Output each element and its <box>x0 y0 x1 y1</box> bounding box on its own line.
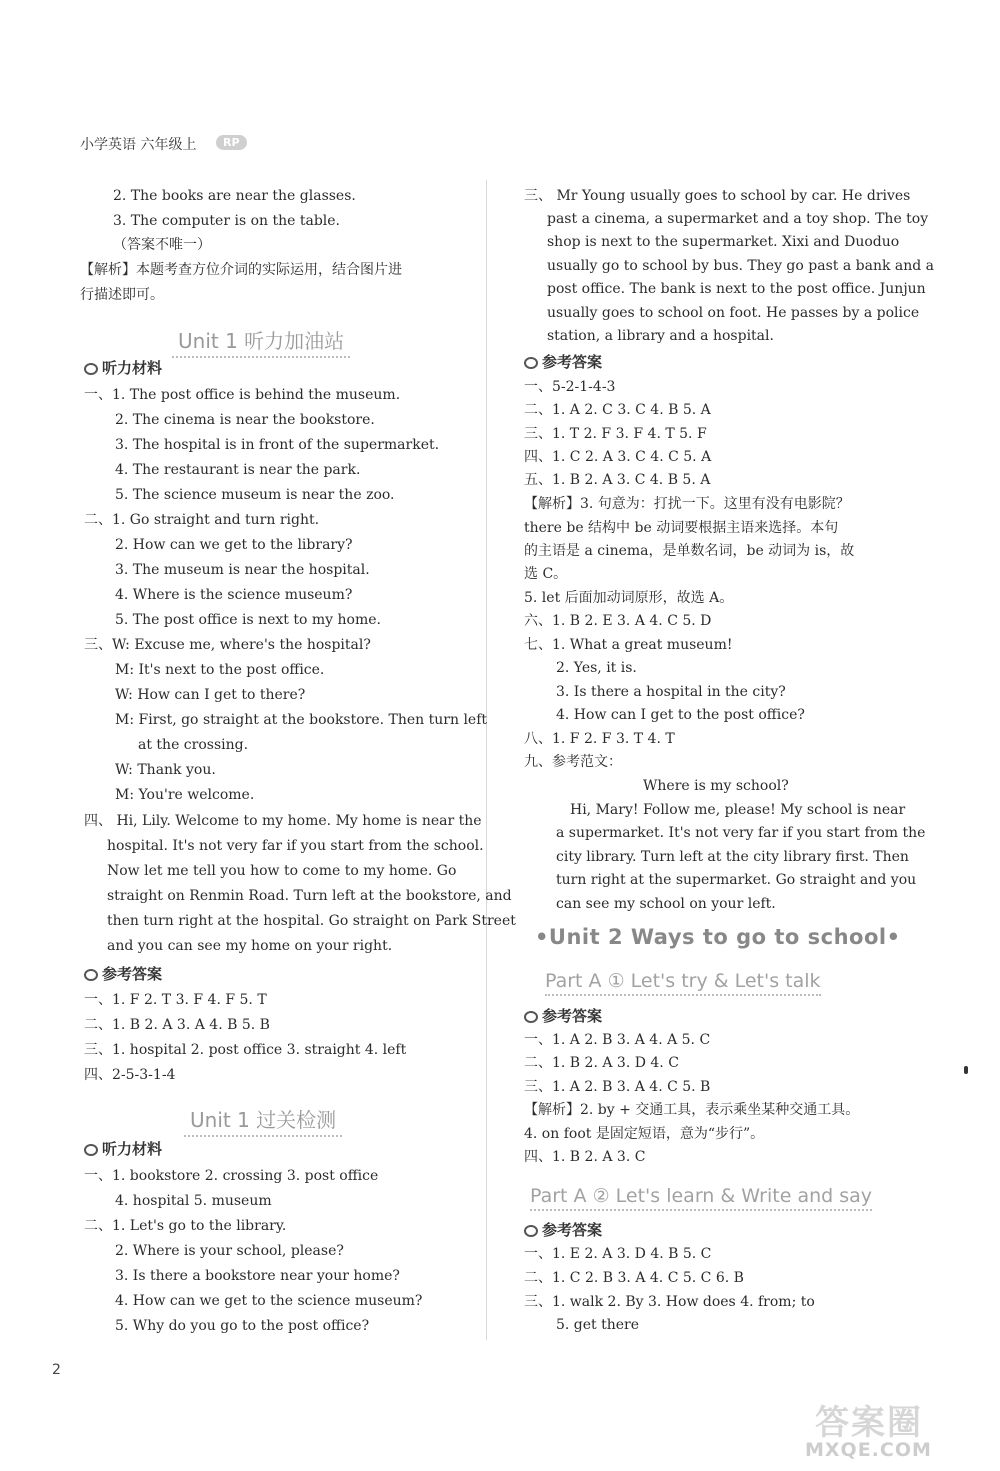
passage-line: and you can see my home on your right. <box>107 938 393 954</box>
listening-line: 4. The restaurant is near the park. <box>115 462 361 478</box>
passage-line: straight on Renmin Road. Turn left at the bookstore, and <box>107 888 512 904</box>
passage-line: shop is next to the supermarket. Xixi and Duoduo <box>547 234 900 250</box>
watermark <box>805 1395 990 1465</box>
reference-answer-heading: 参考答案 <box>524 1219 602 1240</box>
listening-line: 一、1. bookstore 2. crossing 3. post office <box>84 1168 379 1184</box>
answer-line: 一、1. F 2. T 3. F 4. F 5. T <box>84 992 267 1008</box>
passage-line: past a cinema, a supermarket and a toy shop. The toy <box>547 211 929 227</box>
essay-line: city library. Turn left at the city library first. Then <box>556 849 909 865</box>
analysis-line: 【解析】3. 句意为：打扰一下。这里有没有电影院？ <box>524 496 850 512</box>
listening-line: 一、1. The post office is behind the museum. <box>84 387 401 403</box>
dialogue-line: W: Thank you. <box>115 762 216 778</box>
listening-line: 5. The post office is next to my home. <box>115 612 381 628</box>
answer-line: 二、1. B 2. A 3. D 4. C <box>524 1055 679 1071</box>
magnifier-icon <box>84 969 98 981</box>
book-title: 小学英语 六年级上 <box>80 137 197 153</box>
analysis-line: 4. on foot 是固定短语，意为“步行”。 <box>524 1126 765 1142</box>
part-a1-banner: Part A ① Let's try & Let's talk <box>545 970 821 996</box>
magnifier-icon <box>84 363 98 375</box>
passage-line: post office. The bank is next to the post office. Junjun <box>547 281 926 297</box>
passage-line: hospital. It's not very far if you start from the school. <box>107 838 484 854</box>
dialogue-line: at the crossing. <box>138 737 249 753</box>
answer-line: 一、5-2-1-4-3 <box>524 379 616 395</box>
passage-line: usually go to school by bus. They go past a bank and a <box>547 258 935 274</box>
essay-line: turn right at the supermarket. Go straight and you <box>556 872 917 888</box>
listening-material-heading: 听力材料 <box>84 1138 162 1159</box>
listening-line: 5. Why do you go to the post office? <box>115 1318 370 1334</box>
listening-line: 3. The hospital is in front of the supermarket. <box>115 437 440 453</box>
answer-line: 六、1. B 2. E 3. A 4. C 5. D <box>524 613 712 629</box>
passage-line: station, a library and a hospital. <box>547 328 774 344</box>
magnifier-icon <box>524 357 538 369</box>
reference-answer-heading: 参考答案 <box>524 1005 602 1026</box>
answer-line: 三、1. walk 2. By 3. How does 4. from; to <box>524 1294 815 1310</box>
magnifier-icon <box>524 1011 538 1023</box>
answer-line: 5. get there <box>556 1317 640 1333</box>
page-number: 2 <box>52 1362 61 1378</box>
answer-line: 三、1. A 2. B 3. A 4. C 5. B <box>524 1079 711 1095</box>
passage-line: 四、 Hi, Lily. Welcome to my home. My home is near the <box>84 813 482 829</box>
column-divider <box>486 180 487 1340</box>
answer-note: （答案不唯一） <box>113 237 211 253</box>
listening-line: 2. Where is your school, please? <box>115 1243 344 1259</box>
answer-line: 七、1. What a great museum! <box>524 637 733 653</box>
unit1-test-banner: Unit 1 过关检测 <box>184 1104 342 1137</box>
watermark-url: MXQE.COM <box>805 1439 932 1461</box>
answer-line: 四、2-5-3-1-4 <box>84 1067 176 1083</box>
dialogue-line: M: You're welcome. <box>115 787 255 803</box>
listening-material-heading: 听力材料 <box>84 357 162 378</box>
edition-badge: RP <box>216 135 247 150</box>
analysis-line: there be 结构中 be 动词要根据主语来选择。本句 <box>524 520 839 536</box>
listening-line: 2. How can we get to the library? <box>115 537 353 553</box>
answer-line: 3. The computer is on the table. <box>113 213 341 229</box>
watermark-top: 答案圈 <box>815 1403 923 1443</box>
answer-line: 一、1. A 2. B 3. A 4. A 5. C <box>524 1032 711 1048</box>
essay-line: a supermarket. It's not very far if you start from the <box>556 825 926 841</box>
dialogue-line: M: It's next to the post office. <box>115 662 325 678</box>
analysis-line: 5. let 后面加动词原形，故选 A。 <box>524 590 734 606</box>
passage-line: 三、 Mr Young usually goes to school by car. He drives <box>524 188 911 204</box>
listening-line: 2. The cinema is near the bookstore. <box>115 412 375 428</box>
analysis-line: 的主语是 a cinema，是单数名词，be 动词为 is，故 <box>524 543 855 559</box>
magnifier-icon <box>524 1225 538 1237</box>
answer-line: 三、1. T 2. F 3. F 4. T 5. F <box>524 426 707 442</box>
listening-line: 5. The science museum is near the zoo. <box>115 487 395 503</box>
answer-line: 二、1. B 2. A 3. A 4. B 5. B <box>84 1017 270 1033</box>
answer-line: 三、1. hospital 2. post office 3. straight 4. left <box>84 1042 407 1058</box>
answer-line: 3. Is there a hospital in the city? <box>556 684 786 700</box>
analysis-line: 行描述即可。 <box>80 287 164 303</box>
answer-line: 4. How can I get to the post office? <box>556 707 805 723</box>
dialogue-line: 三、W: Excuse me, where's the hospital? <box>84 637 371 653</box>
listening-line: 4. hospital 5. museum <box>115 1193 272 1209</box>
reference-answer-heading: 参考答案 <box>84 963 162 984</box>
answer-line: 四、1. C 2. A 3. C 4. C 5. A <box>524 449 712 465</box>
answer-line: 九、参考范文： <box>524 754 622 770</box>
listening-line: 3. The museum is near the hospital. <box>115 562 370 578</box>
essay-line: Hi, Mary! Follow me, please! My school is near <box>570 802 906 818</box>
passage-line: Now let me tell you how to come to my home. Go <box>107 863 457 879</box>
analysis-line: 【解析】2. by + 交通工具，表示乘坐某种交通工具。 <box>524 1102 860 1118</box>
listening-line: 二、1. Let's go to the library. <box>84 1218 287 1234</box>
listening-line: 二、1. Go straight and turn right. <box>84 512 320 528</box>
passage-line: then turn right at the hospital. Go straight on Park Street <box>107 913 516 929</box>
part-a2-banner: Part A ② Let's learn & Write and say <box>530 1185 872 1211</box>
reference-answer-heading: 参考答案 <box>524 351 602 372</box>
dialogue-line: W: How can I get to there? <box>115 687 306 703</box>
magnifier-icon <box>84 1144 98 1156</box>
listening-line: 4. Where is the science museum? <box>115 587 353 603</box>
ink-mark <box>964 1066 968 1074</box>
unit2-title: •Unit 2 Ways to go to school• <box>535 925 901 949</box>
passage-line: usually goes to school on foot. He passes by a police <box>547 305 920 321</box>
answer-line: 一、1. E 2. A 3. D 4. B 5. C <box>524 1246 712 1262</box>
answer-line: 八、1. F 2. F 3. T 4. T <box>524 731 675 747</box>
analysis-line: 【解析】本题考查方位介词的实际运用，结合图片进 <box>80 262 402 278</box>
answer-line: 2. Yes, it is. <box>556 660 637 676</box>
dialogue-line: M: First, go straight at the bookstore. Then turn left <box>115 712 488 728</box>
answer-line: 四、1. B 2. A 3. C <box>524 1149 646 1165</box>
unit1-listening-banner: Unit 1 听力加油站 <box>172 325 350 358</box>
listening-line: 4. How can we get to the science museum? <box>115 1293 423 1309</box>
essay-title: Where is my school? <box>643 778 789 794</box>
answer-line: 二、1. C 2. B 3. A 4. C 5. C 6. B <box>524 1270 744 1286</box>
essay-line: can see my school on your left. <box>556 896 776 912</box>
listening-line: 3. Is there a bookstore near your home? <box>115 1268 400 1284</box>
answer-line: 五、1. B 2. A 3. C 4. B 5. A <box>524 472 711 488</box>
answer-line: 二、1. A 2. C 3. C 4. B 5. A <box>524 402 711 418</box>
analysis-line: 选 C。 <box>524 566 568 582</box>
answer-line: 2. The books are near the glasses. <box>113 188 356 204</box>
